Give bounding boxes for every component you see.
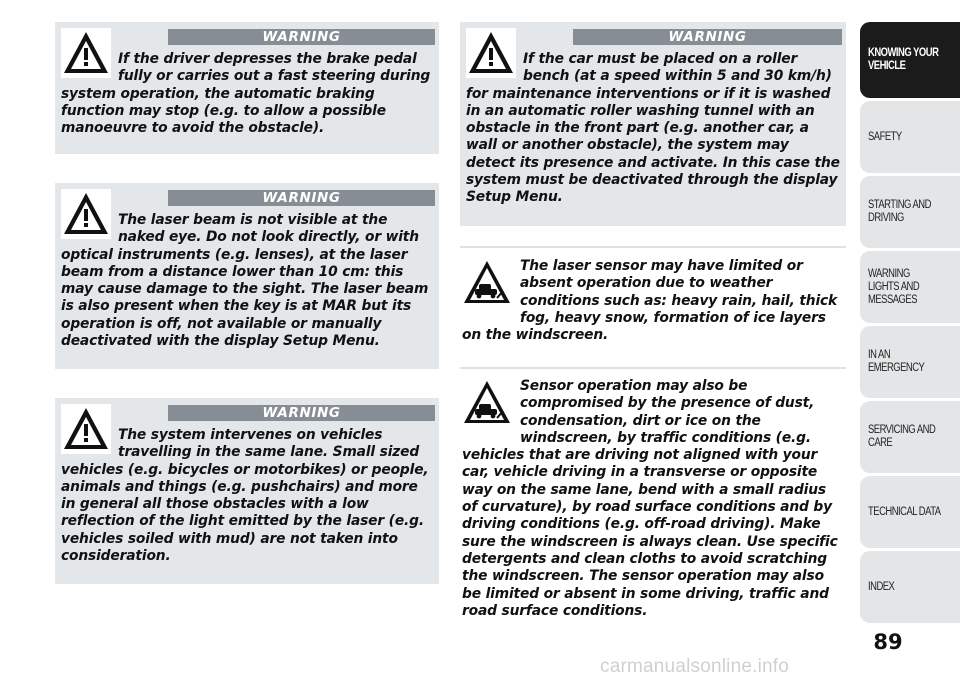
page-number: 89: [873, 630, 903, 654]
tab-knowing-your-vehicle[interactable]: [860, 22, 960, 98]
tab-label: WARNING LIGHTS AND MESSAGES: [868, 267, 920, 306]
warning-text: The laser beam is not visible at the naked eye. Do not look directly, or with optical instruments (e.g. lenses), at the laser beam from a distance lower than 10 cm: this may cause damage to the sight. The laser beam is also present when the key is at MAR but its operation is off, not available or manually deactivated with the display Setup Menu.: [61, 212, 429, 350]
warning-heading: WARNING: [573, 29, 842, 45]
warning-text: The system intervenes on vehicles travelling in the same lane. Small sized vehicles (e.g. bicycles or motorbikes) or people, animals and things (e.g. pushchairs) and more in general all those obstacles with a low reflection of the light emitted by the laser (e.g. vehicles soiled with mud) are not taken into consideration.: [61, 427, 429, 565]
tab-warning-lights[interactable]: [860, 251, 960, 323]
note-sensor: [462, 378, 844, 620]
tab-label: SAFETY: [868, 130, 902, 143]
warning-box-1: [55, 22, 439, 154]
tab-servicing-and-care[interactable]: [860, 401, 960, 473]
warning-heading: WARNING: [168, 190, 435, 206]
warning-box-2: [55, 183, 439, 369]
note-weather: [462, 258, 842, 344]
warning-box-4: [460, 22, 846, 226]
tab-label: STARTING AND DRIVING: [868, 199, 931, 224]
warning-text: If the driver depresses the brake pedal fully or carries out a fast steering during system operation, the automatic braking function may stop (e.g. to allow a possible manoeuvre to avoid the obstacle).: [61, 51, 431, 137]
tab-label: KNOWING YOUR VEHICLE: [868, 47, 939, 72]
note-text: Sensor operation may also be compromised by the presence of dust, condensation, dirt or ice on the windscreen, by traffic conditions (e.g. vehicles that are driving not aligned with your car, vehicle driving in a transverse or opposite way on the same lane, bend with a small radius of curvature), by road surface conditions and by driving conditions (e.g. off-road driving). Make sure the windscreen is always clean. Use specific detergents and clean cloths to avoid scratching the windscreen. The sensor operation may also be limited or absent in some driving, traffic and road surface conditions.: [462, 378, 838, 619]
warning-text: If the car must be placed on a roller bench (at a speed within 5 and 30 km/h) for maintenance interventions or if it is washed in an automatic roller washing tunnel with an obstacle in the front part (e.g. another car, a wall or another obstacle), the system may detect its presence and activate. In this case the system must be deactivated through the display Setup Menu.: [466, 51, 840, 206]
tab-label: INDEX: [868, 580, 895, 593]
warning-heading: WARNING: [168, 29, 435, 45]
car-road-sign-icon: [462, 258, 512, 308]
tab-label: SERVICING AND CARE: [868, 424, 936, 449]
warning-box-3: [55, 398, 439, 584]
separator-line: [460, 367, 846, 369]
tab-in-an-emergency[interactable]: [860, 326, 960, 398]
tab-label: TECHNICAL DATA: [868, 505, 941, 518]
tab-label: IN AN EMERGENCY: [868, 349, 925, 374]
watermark: carmanualsonline.info: [600, 656, 790, 677]
note-text: The laser sensor may have limited or absent operation due to weather conditions such as: heavy rain, hail, thick fog, heavy snow, formation of ice layers on the windscreen.: [462, 258, 838, 344]
separator-line: [460, 246, 846, 248]
car-road-sign-icon: [462, 378, 512, 428]
warning-heading: WARNING: [168, 405, 435, 421]
tab-index[interactable]: [860, 551, 960, 623]
tab-technical-data[interactable]: [860, 476, 960, 548]
tab-starting-and-driving[interactable]: [860, 176, 960, 248]
tab-safety[interactable]: [860, 101, 960, 173]
